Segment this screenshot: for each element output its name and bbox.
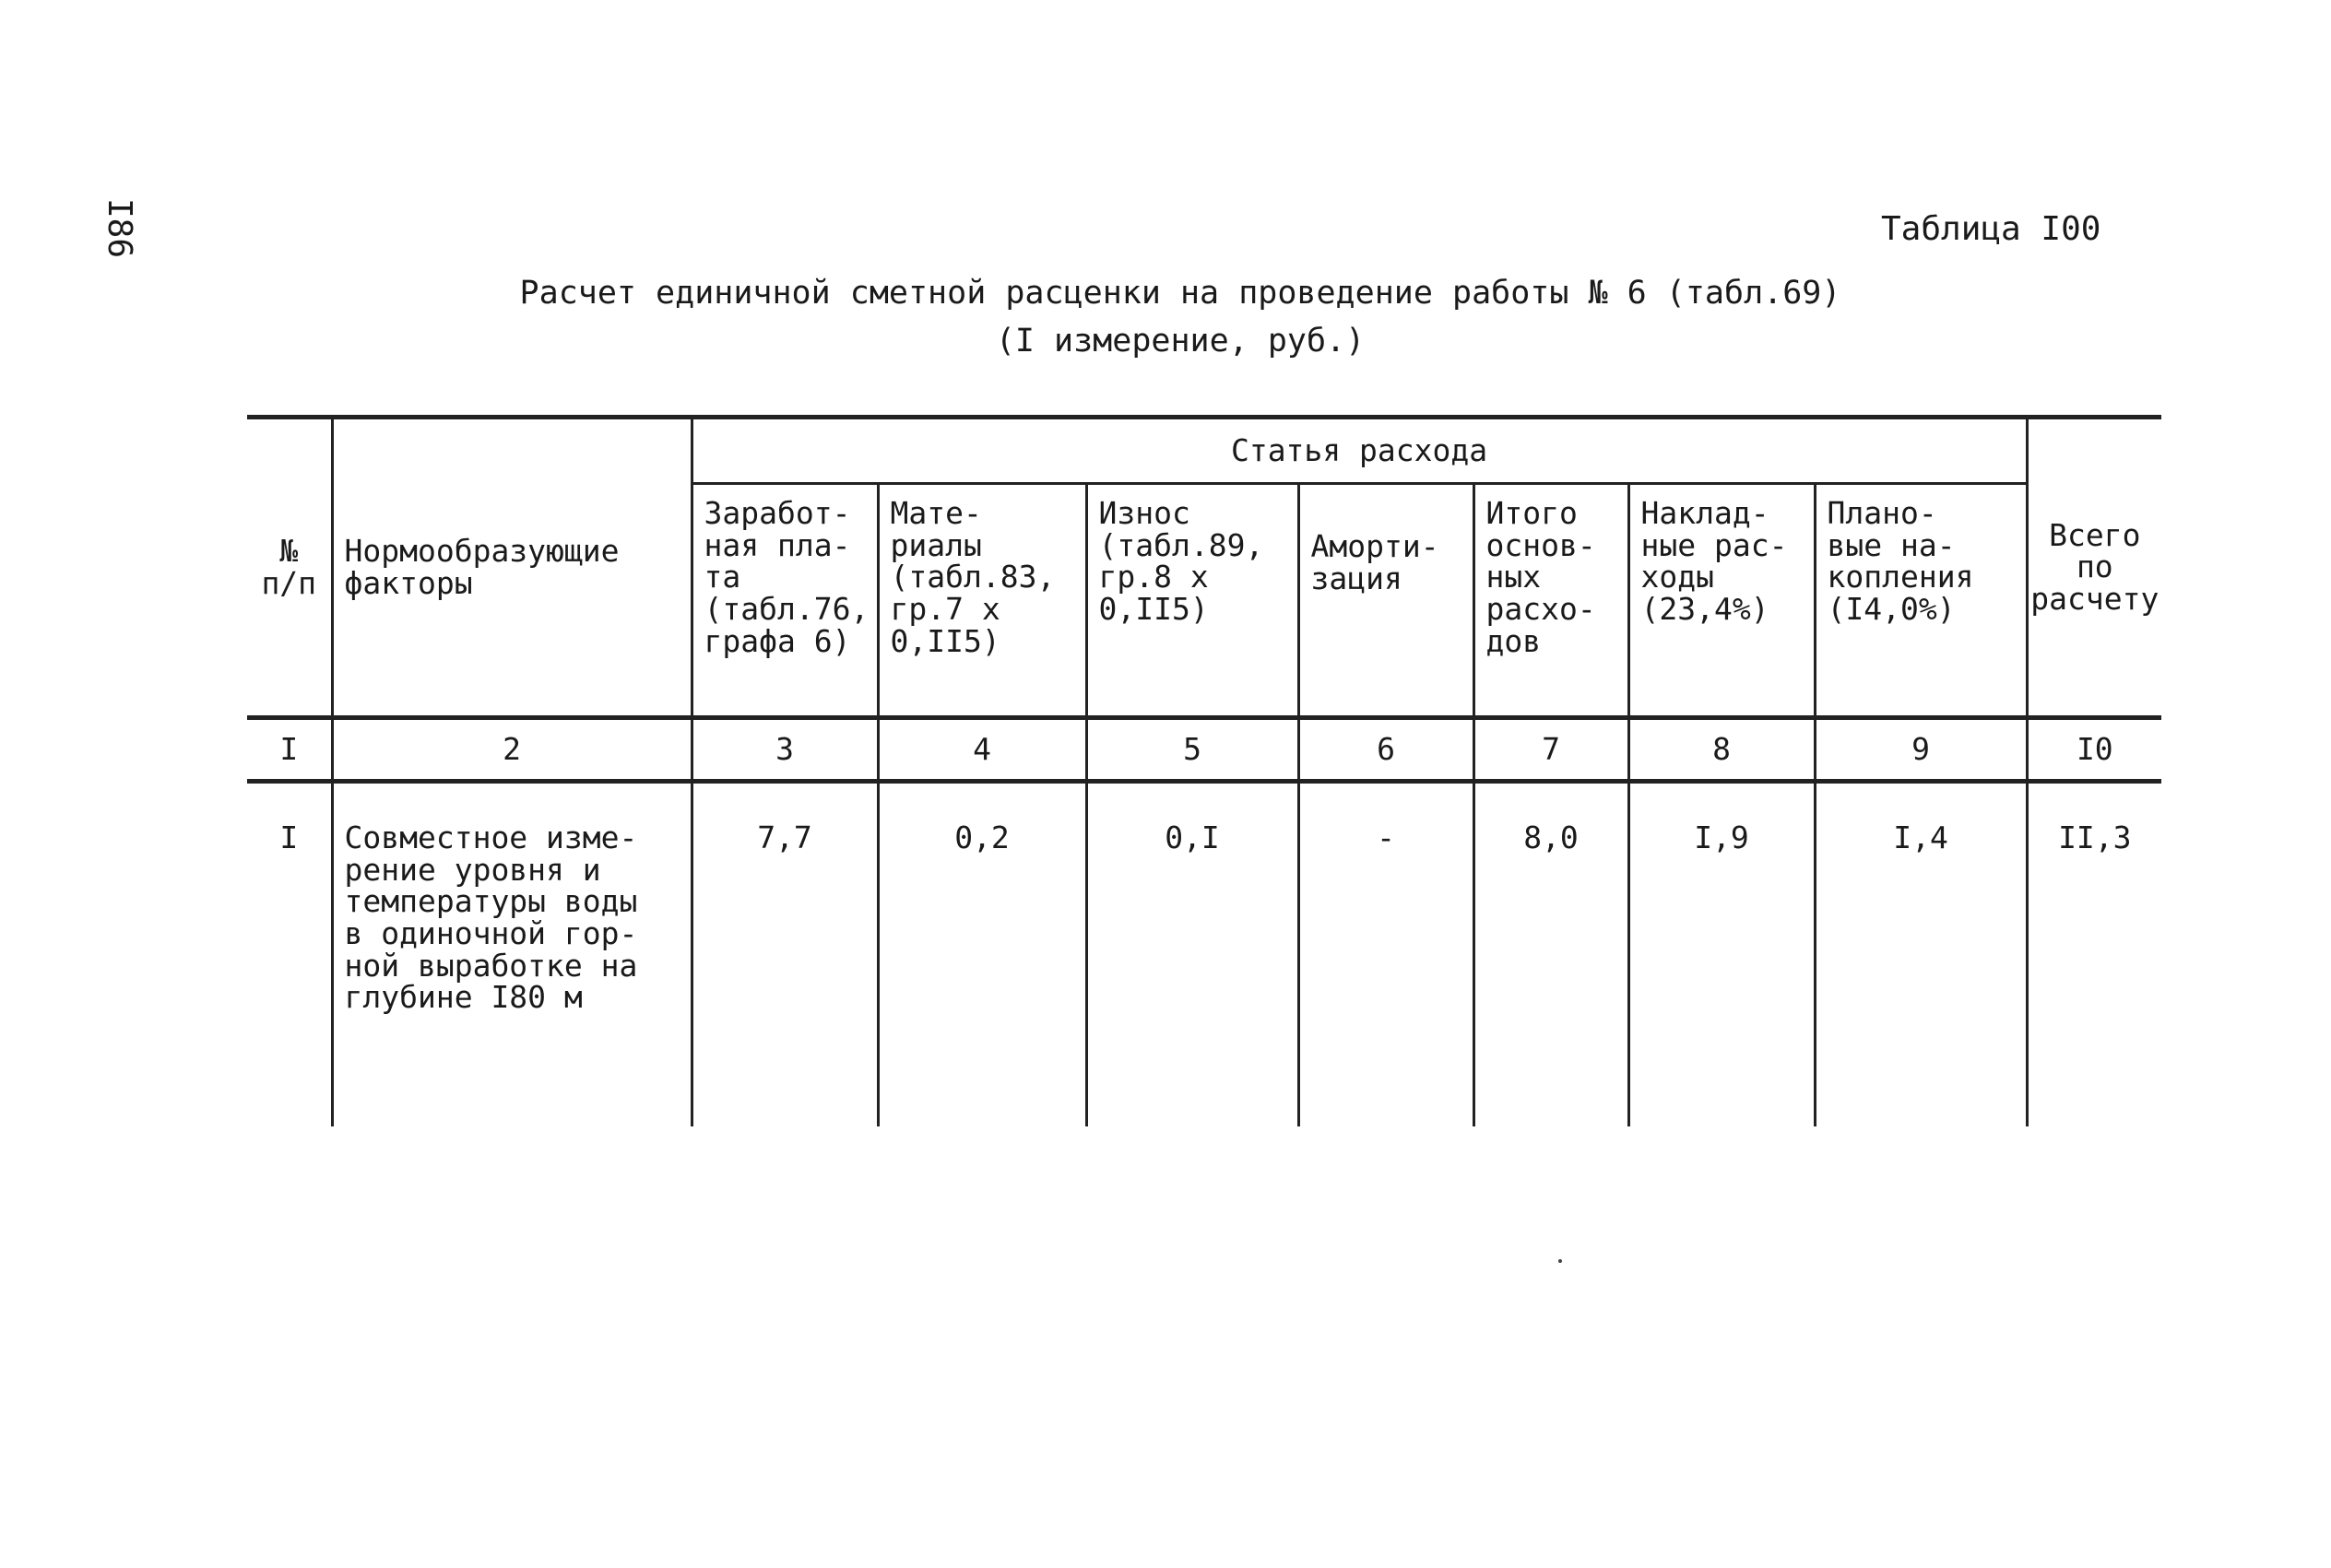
column-number: 3 [692,718,878,782]
page-number: I86 [101,198,138,259]
cell-wages: 7,7 [692,782,878,1127]
header-col-savings: Плано- вые на- копления (I4,0%) [1815,484,2027,718]
header-total: Всего по расчету [2027,418,2161,718]
header-row [247,418,2161,484]
column-number: 7 [1473,718,1628,782]
header-col-overhead: Наклад- ные рас- ходы (23,4%) [1628,484,1815,718]
header-col-materials: Мате- риалы (табл.83, гр.7 х 0,II5) [878,484,1086,718]
header-num: № п/п [247,418,332,718]
header-col-wear: Износ (табл.89, гр.8 х 0,II5) [1086,484,1298,718]
column-number: 5 [1086,718,1298,782]
cell-basic-total: 8,0 [1473,782,1628,1127]
table-title: Расчет единичной сметной расценки на проведение работы № 6 (табл.69) [519,275,1841,312]
column-number: 6 [1298,718,1473,782]
column-number: 2 [332,718,692,782]
header-factors: Нормообразующие факторы [332,418,692,718]
cell-materials: 0,2 [878,782,1086,1127]
header-col-amortization: Аморти- зация [1298,484,1473,718]
header-col-basic-total: Итого основ- ных расхо- дов [1473,484,1628,718]
row-factor: Совместное изме- рение уровня и температуры воды в одиночной гор- ной выработке на глубине I80 м [332,782,692,1127]
header-expense-group: Статья расхода [692,418,2027,484]
header-col-wages: Заработ- ная пла- та (табл.76, графа 6) [692,484,878,718]
table-subtitle: (I измерение, руб.) [995,323,1366,360]
column-number: 4 [878,718,1086,782]
column-number: 9 [1815,718,2027,782]
cell-total: II,3 [2027,782,2161,1127]
cell-wear: 0,I [1086,782,1298,1127]
table-row [247,782,2161,1127]
scan-speck [1558,1259,1562,1263]
column-number: I0 [2027,718,2161,782]
row-number: I [247,782,332,1127]
cell-amortization: - [1298,782,1473,1127]
column-number: 8 [1628,718,1815,782]
cell-overhead: I,9 [1628,782,1815,1127]
cell-savings: I,4 [1815,782,2027,1127]
calculation-table [247,415,2161,1126]
column-number: I [247,718,332,782]
column-numbers-row [247,718,2161,782]
table-label: Таблица I00 [1881,210,2101,248]
